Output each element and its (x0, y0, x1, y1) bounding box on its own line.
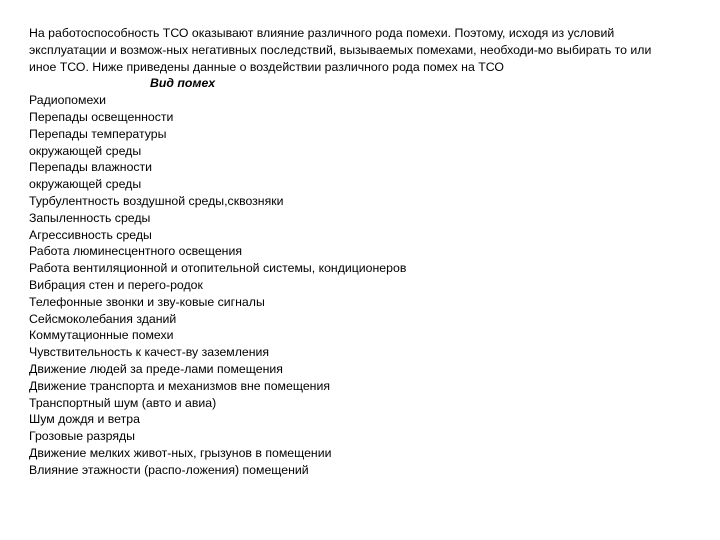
list-item: Перепады влажности (29, 160, 153, 175)
list-item: Грозовые разряды (29, 429, 136, 444)
list-item: Вибрация стен и перего-родок (29, 277, 203, 292)
list-item: Телефонные звонки и зву-ковые сигналы (29, 294, 265, 309)
list-item: Сейсмоколебания зданий (29, 311, 177, 326)
list-item: Движение транспорта и механизмов вне помещения (29, 378, 330, 393)
list-item: Запыленность среды (29, 210, 151, 225)
section-heading: Вид помех (150, 76, 216, 91)
list-item: Турбулентность воздушной среды,сквозняки (29, 193, 284, 208)
interference-list (29, 92, 709, 478)
document-page (29, 25, 709, 479)
intro-paragraph (29, 25, 709, 75)
list-item: Агрессивность среды (29, 227, 152, 242)
list-item: Чувствительность к качест-ву заземления (29, 345, 270, 360)
intro-line-2: эксплуатации и возмож-ных негативных последствий, вызываемых помехами, необходи-мо выбирать то или (29, 42, 652, 57)
list-item: Работа люминесцентного освещения (29, 244, 242, 259)
list-item: Перепады температуры (29, 126, 167, 141)
list-item: Движение мелких живот-ных, грызунов в помещении (29, 445, 332, 460)
list-item: Радиопомехи (29, 93, 107, 108)
list-item: Коммутационные помехи (29, 328, 174, 343)
list-item: Шум дождя и ветра (29, 412, 140, 427)
intro-line-3: иное ТСО. Ниже приведены данные о воздействии различного рода помех на ТСО (29, 59, 504, 74)
list-item: Транспортный шум (авто и авиа) (29, 395, 217, 410)
list-item: Влияние этажности (распо-ложения) помещений (29, 462, 309, 477)
list-item: окружающей среды (29, 143, 142, 158)
list-item: окружающей среды (29, 177, 142, 192)
list-item: Перепады освещенности (29, 109, 174, 124)
list-item: Работа вентиляционной и отопительной системы, кондиционеров (29, 261, 407, 276)
list-item: Движение людей за преде-лами помещения (29, 361, 283, 376)
intro-line-1: На работоспособность ТСО оказывают влияние различного рода помехи. Поэтому, исходя из условий (29, 26, 615, 40)
